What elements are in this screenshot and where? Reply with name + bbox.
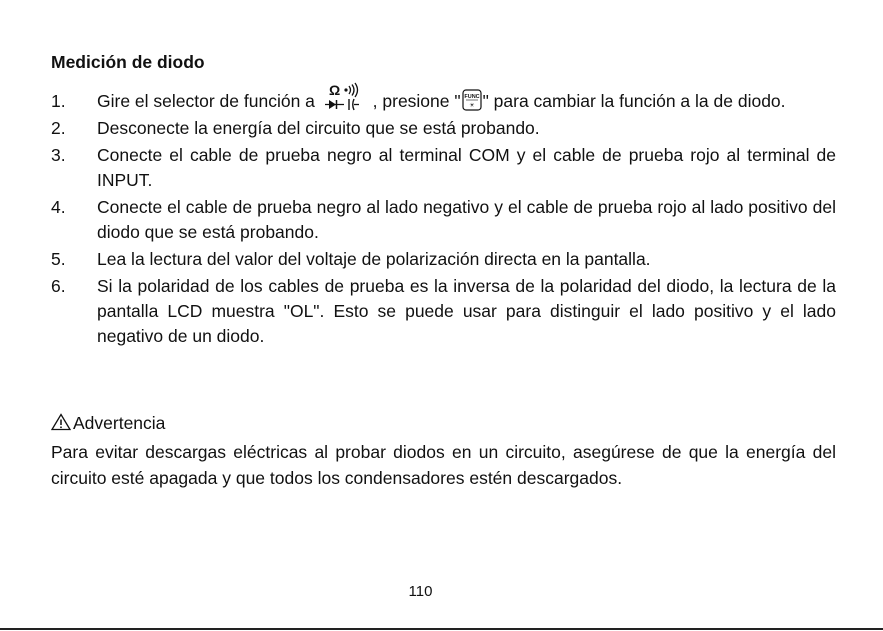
step-text-part: , presione " <box>372 91 461 111</box>
step-text: Conecte el cable de prueba negro al lado negativo y el cable de prueba rojo al lado positivo del diodo que se está probando. <box>97 197 836 242</box>
procedure-steps <box>51 82 836 351</box>
step-text: Desconecte la energía del circuito que se está probando. <box>97 118 540 138</box>
svg-text:☀: ☀ <box>468 102 475 110</box>
step-number: 2. <box>51 118 66 138</box>
warning-heading-text: Advertencia <box>73 413 166 433</box>
step-1 <box>51 82 836 114</box>
warning-body: Para evitar descargas eléctricas al probar diodos en un circuito, asegúrese de que la energía del circuito esté apagada y que todos los condensadores estén descargados. <box>51 442 836 488</box>
svg-text:Ω: Ω <box>328 82 341 99</box>
warning-triangle-icon <box>51 413 71 431</box>
step-6 <box>51 274 836 349</box>
step-text: Lea la lectura del valor del voltaje de polarización directa en la pantalla. <box>97 249 651 269</box>
step-text: Si la polaridad de los cables de prueba es la inversa de la polaridad del diodo, la lectura de la pantalla LCD muestra "OL". Esto se puede usar para distinguir el lado positivo y el lado negativo de un diodo. <box>97 276 836 346</box>
footer-divider <box>0 628 883 630</box>
step-text: Conecte el cable de prueba negro al terminal COM y el cable de prueba rojo al terminal de INPUT. <box>97 145 836 190</box>
step-number: 1. <box>51 91 66 111</box>
step-number: 3. <box>51 145 66 165</box>
step-5 <box>51 247 836 272</box>
step-3 <box>51 143 836 193</box>
ohm-continuity-diode-capacitance-icon <box>324 82 364 112</box>
svg-text:FUNC: FUNC <box>463 94 480 101</box>
page-number: 110 <box>408 583 433 600</box>
warning-heading <box>51 411 165 436</box>
step-number: 4. <box>51 197 66 217</box>
step-text-part: " para cambiar la función a la de diodo. <box>482 91 786 111</box>
section-title: Medición de diodo <box>51 52 205 72</box>
step-4 <box>51 195 836 245</box>
step-number: 5. <box>51 249 66 269</box>
func-key-icon <box>462 89 482 111</box>
step-text-part: Gire el selector de función a <box>97 91 315 111</box>
step-number: 6. <box>51 276 66 296</box>
step-2 <box>51 116 836 141</box>
